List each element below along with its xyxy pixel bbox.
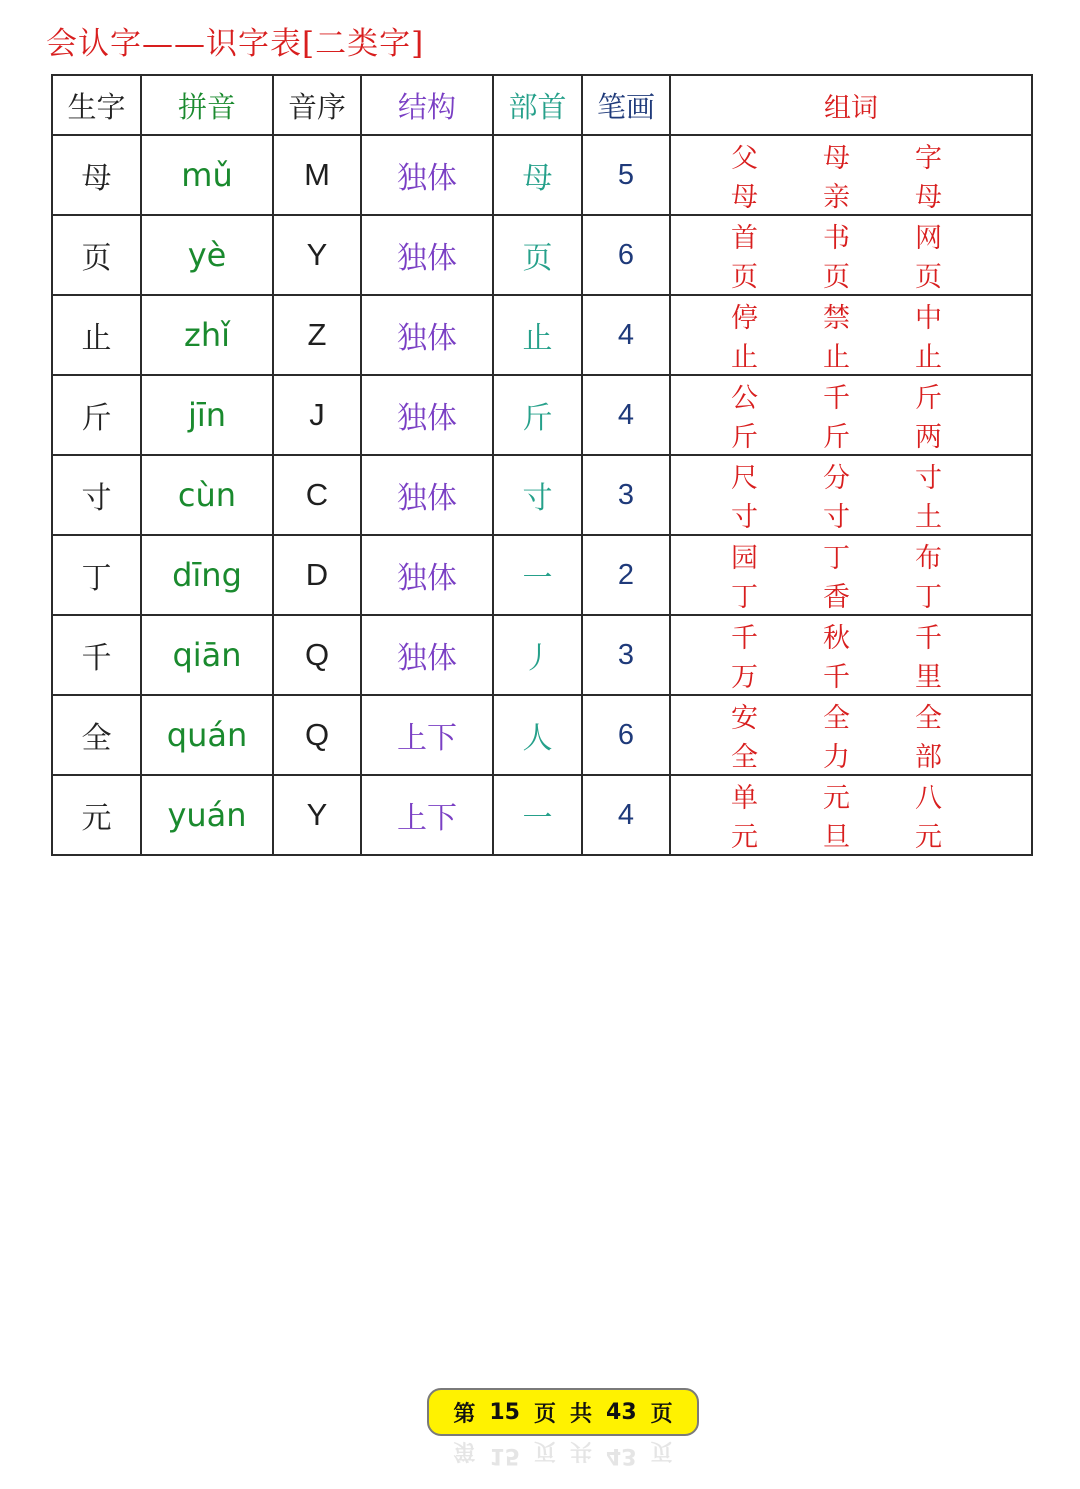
cell-order: J xyxy=(273,375,361,455)
cell-radical: 斤 xyxy=(493,375,582,455)
cell-character: 止 xyxy=(52,295,141,375)
table-row xyxy=(52,215,1032,295)
cell-words xyxy=(670,215,1032,295)
word: 千里 xyxy=(915,623,944,693)
word: 寸土 xyxy=(915,463,944,533)
word: 网页 xyxy=(915,223,944,293)
cell-order: Z xyxy=(273,295,361,375)
cell-pinyin: zhǐ xyxy=(141,295,273,375)
cell-words xyxy=(670,775,1032,855)
cell-words xyxy=(670,295,1032,375)
reflection-total-prefix: 共 xyxy=(570,1438,593,1463)
cell-strokes: 3 xyxy=(582,615,670,695)
cell-strokes: 4 xyxy=(582,295,670,375)
reflection-page-word: 页 xyxy=(533,1438,556,1463)
table-row xyxy=(52,295,1032,375)
header-pinyin: 拼音 xyxy=(141,75,273,135)
cell-character: 元 xyxy=(52,775,141,855)
cell-structure: 独体 xyxy=(361,455,493,535)
page-indicator xyxy=(427,1388,699,1436)
word: 布丁 xyxy=(915,543,944,613)
cell-pinyin: yuán xyxy=(141,775,273,855)
cell-words xyxy=(670,455,1032,535)
cell-pinyin: yè xyxy=(141,215,273,295)
cell-order: C xyxy=(273,455,361,535)
total-page-number: 43 xyxy=(606,1399,637,1425)
page-word: 页 xyxy=(533,1401,556,1427)
cell-pinyin: mǔ xyxy=(141,135,273,215)
cell-radical: 母 xyxy=(493,135,582,215)
cell-structure: 独体 xyxy=(361,295,493,375)
page-title: 会认字——识字表[二类字] xyxy=(46,26,425,62)
word: 秋千 xyxy=(823,623,852,693)
header-structure: 结构 xyxy=(361,75,493,135)
cell-pinyin: dīng xyxy=(141,535,273,615)
table-row xyxy=(52,455,1032,535)
page-indicator-reflection xyxy=(427,1438,699,1468)
reflection-current-page: 15 xyxy=(489,1443,520,1468)
page-prefix: 第 xyxy=(453,1401,476,1427)
cell-radical: 止 xyxy=(493,295,582,375)
table-row xyxy=(52,615,1032,695)
word: 公斤 xyxy=(731,383,760,453)
cell-order: Q xyxy=(273,615,361,695)
cell-strokes: 3 xyxy=(582,455,670,535)
cell-radical: 寸 xyxy=(493,455,582,535)
cell-strokes: 5 xyxy=(582,135,670,215)
word: 千万 xyxy=(731,623,760,693)
cell-strokes: 4 xyxy=(582,775,670,855)
table-header-row xyxy=(52,75,1032,135)
cell-structure: 独体 xyxy=(361,615,493,695)
cell-radical: 一 xyxy=(493,775,582,855)
cell-character: 千 xyxy=(52,615,141,695)
cell-strokes: 6 xyxy=(582,695,670,775)
word: 丁香 xyxy=(823,543,852,613)
table-row xyxy=(52,135,1032,215)
header-strokes: 笔画 xyxy=(582,75,670,135)
word: 全力 xyxy=(823,703,852,773)
reflection-total-pages: 43 xyxy=(606,1443,637,1468)
cell-character: 斤 xyxy=(52,375,141,455)
word: 斤两 xyxy=(915,383,944,453)
word: 园丁 xyxy=(731,543,760,613)
word: 禁止 xyxy=(823,303,852,373)
word: 字母 xyxy=(915,143,944,213)
cell-character: 寸 xyxy=(52,455,141,535)
cell-strokes: 2 xyxy=(582,535,670,615)
word: 书页 xyxy=(823,223,852,293)
cell-pinyin: quán xyxy=(141,695,273,775)
header-order: 音序 xyxy=(273,75,361,135)
table-row xyxy=(52,695,1032,775)
cell-words xyxy=(670,695,1032,775)
cell-character: 母 xyxy=(52,135,141,215)
cell-strokes: 4 xyxy=(582,375,670,455)
word: 千斤 xyxy=(823,383,852,453)
word: 尺寸 xyxy=(731,463,760,533)
cell-pinyin: qiān xyxy=(141,615,273,695)
cell-words xyxy=(670,615,1032,695)
word: 全部 xyxy=(915,703,944,773)
table-row xyxy=(52,535,1032,615)
cell-words xyxy=(670,135,1032,215)
cell-structure: 上下 xyxy=(361,775,493,855)
table-row xyxy=(52,375,1032,455)
word: 首页 xyxy=(731,223,760,293)
cell-words xyxy=(670,535,1032,615)
word: 父母 xyxy=(731,143,760,213)
word: 中止 xyxy=(915,303,944,373)
cell-radical: 一 xyxy=(493,535,582,615)
cell-radical: 人 xyxy=(493,695,582,775)
cell-structure: 独体 xyxy=(361,535,493,615)
cell-structure: 上下 xyxy=(361,695,493,775)
cell-structure: 独体 xyxy=(361,135,493,215)
total-prefix: 共 xyxy=(570,1401,593,1427)
character-table xyxy=(51,74,1033,856)
word: 停止 xyxy=(731,303,760,373)
cell-order: Y xyxy=(273,775,361,855)
word: 单元 xyxy=(731,783,760,853)
header-character: 生字 xyxy=(52,75,141,135)
word: 八元 xyxy=(915,783,944,853)
cell-character: 丁 xyxy=(52,535,141,615)
header-words: 组词 xyxy=(670,75,1032,135)
cell-radical: 页 xyxy=(493,215,582,295)
cell-order: Y xyxy=(273,215,361,295)
word: 分寸 xyxy=(823,463,852,533)
cell-character: 页 xyxy=(52,215,141,295)
table-row xyxy=(52,775,1032,855)
cell-order: M xyxy=(273,135,361,215)
header-radical: 部首 xyxy=(493,75,582,135)
cell-pinyin: jīn xyxy=(141,375,273,455)
reflection-suffix: 页 xyxy=(650,1438,673,1463)
page-suffix: 页 xyxy=(650,1401,673,1427)
cell-pinyin: cùn xyxy=(141,455,273,535)
current-page-number: 15 xyxy=(489,1399,520,1425)
reflection-prefix: 第 xyxy=(453,1438,476,1463)
cell-structure: 独体 xyxy=(361,375,493,455)
cell-character: 全 xyxy=(52,695,141,775)
cell-order: Q xyxy=(273,695,361,775)
word: 安全 xyxy=(731,703,760,773)
cell-order: D xyxy=(273,535,361,615)
cell-structure: 独体 xyxy=(361,215,493,295)
cell-strokes: 6 xyxy=(582,215,670,295)
word: 元旦 xyxy=(823,783,852,853)
word: 母亲 xyxy=(823,143,852,213)
cell-radical: 丿 xyxy=(493,615,582,695)
cell-words xyxy=(670,375,1032,455)
